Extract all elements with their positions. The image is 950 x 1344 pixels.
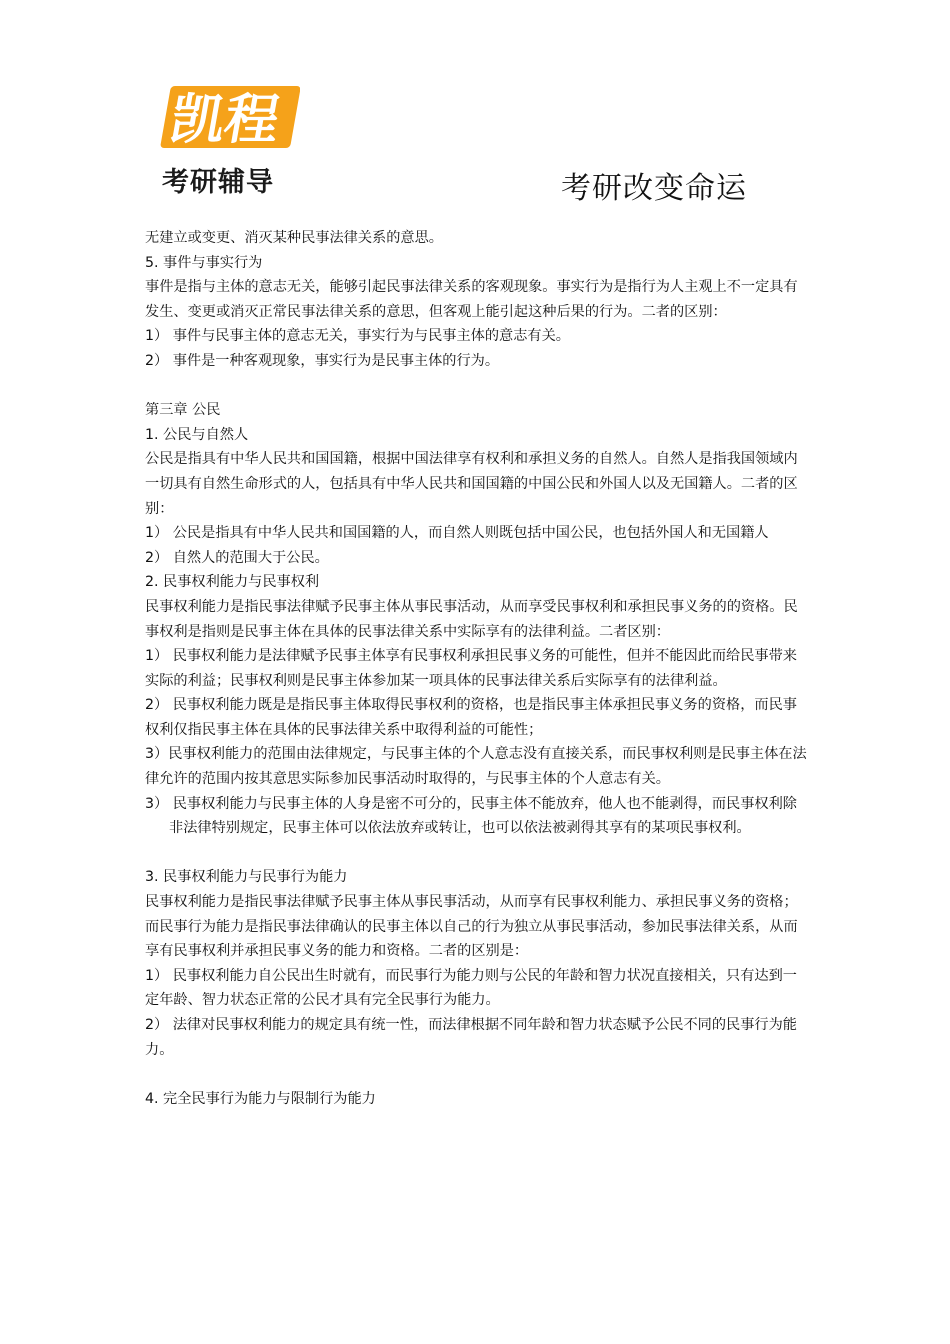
list-item: 1） 民事权利能力自公民出生时就有，而民事行为能力则与公民的年龄和智力状况直接相关，只有达到一定年龄、智力状态正常的公民才具有完全民事行为能力。 (145, 967, 797, 1009)
paragraph: 民事权利能力是指民事法律赋予民事主体从事民事活动，从而享有民事权利能力、承担民事义务的资格；而民事行为能力是指民事法律确认的民事主体以自己的行为独立从事民事活动，参加民事法律关系，从而享有民事权利并承担民事义务的能力和资格。二者的区别是： (145, 894, 798, 960)
paragraph: 事件是指与主体的意志无关，能够引起民事法律关系的客观现象。事实行为是指行为人主观上不一定具有发生、变更或消灭正常民事法律关系的意思，但客观上能引起这种后果的行为。二者的区别： (145, 279, 798, 320)
document-body (145, 226, 807, 1111)
list-item: 2） 民事权利能力既是是指民事主体取得民事权利的资格，也是指民事主体承担民事义务的资格，而民事权利仅指民事主体在具体的民事法律关系中取得利益的可能性； (145, 697, 797, 738)
list-item: 2） 事件是一种客观现象，事实行为是民事主体的行为。 (145, 352, 500, 369)
section-heading: 3. 民事权利能力与民事行为能力 (145, 869, 348, 886)
list-item: 2） 法律对民事权利能力的规定具有统一性，而法律根据不同年龄和智力状态赋予公民不同的民事行为能力。 (145, 1017, 797, 1058)
section-heading: 2. 民事权利能力与民事权利 (145, 574, 320, 591)
section-heading: 5. 事件与事实行为 (145, 254, 263, 271)
list-item: 1） 公民是指具有中华人民共和国国籍的人，而自然人则既包括中国公民，也包括外国人和无国籍人 (145, 525, 769, 542)
spacer (145, 841, 807, 866)
paragraph: 无建立或变更、消灭某种民事法律关系的意思。 (145, 230, 443, 246)
list-item: 3） 民事权利能力与民事主体的人身是密不可分的，民事主体不能放弃，他人也不能剥得，而民事权利除非法律特别规定，民事主体可以依法放弃或转让，也可以依法被剥得其享有的某项民事权利。 (145, 795, 797, 837)
paragraph: 公民是指具有中华人民共和国国籍，根据中国法律享有权利和承担义务的自然人。自然人是指我国领域内一切具有自然生命形式的人，包括具有中华人民共和国国籍的中国公民和外国人以及无国籍人。二者的区别： (145, 451, 798, 517)
list-item: 2） 自然人的范围大于公民。 (145, 549, 329, 566)
chapter-heading: 第三章 公民 (145, 402, 221, 419)
section-heading: 4. 完全民事行为能力与限制行为能力 (145, 1090, 376, 1107)
header-slogan: 考研改变命运 (561, 171, 747, 206)
spacer (145, 374, 807, 399)
logo-subtitle: 考研辅导 (162, 167, 274, 198)
list-item: 1） 事件与民事主体的意志无关，事实行为与民事主体的意志有关。 (145, 328, 570, 345)
logo-mark: 凯程 (165, 87, 285, 151)
list-item: 3）民事权利能力的范围由法律规定，与民事主体的个人意志没有直接关系，而民事权利则是民事主体在法律允许的范围内按其意思实际参加民事活动时取得的，与民事主体的个人意志有关。 (145, 746, 807, 788)
list-item: 1） 民事权利能力是法律赋予民事主体享有民事权利承担民事义务的可能性，但并不能因此而给民事带来实际的利益；民事权利则是民事主体参加某一项具体的民事法律关系后实际享有的法律利益。 (145, 648, 797, 689)
spacer (145, 1062, 807, 1087)
paragraph: 民事权利能力是指民事法律赋予民事主体从事民事活动，从而享受民事权利和承担民事义务的的资格。民事权利是指则是民事主体在具体的民事法律关系中实际享有的法律利益。二者区别： (145, 598, 798, 640)
section-heading: 1. 公民与自然人 (145, 426, 249, 443)
